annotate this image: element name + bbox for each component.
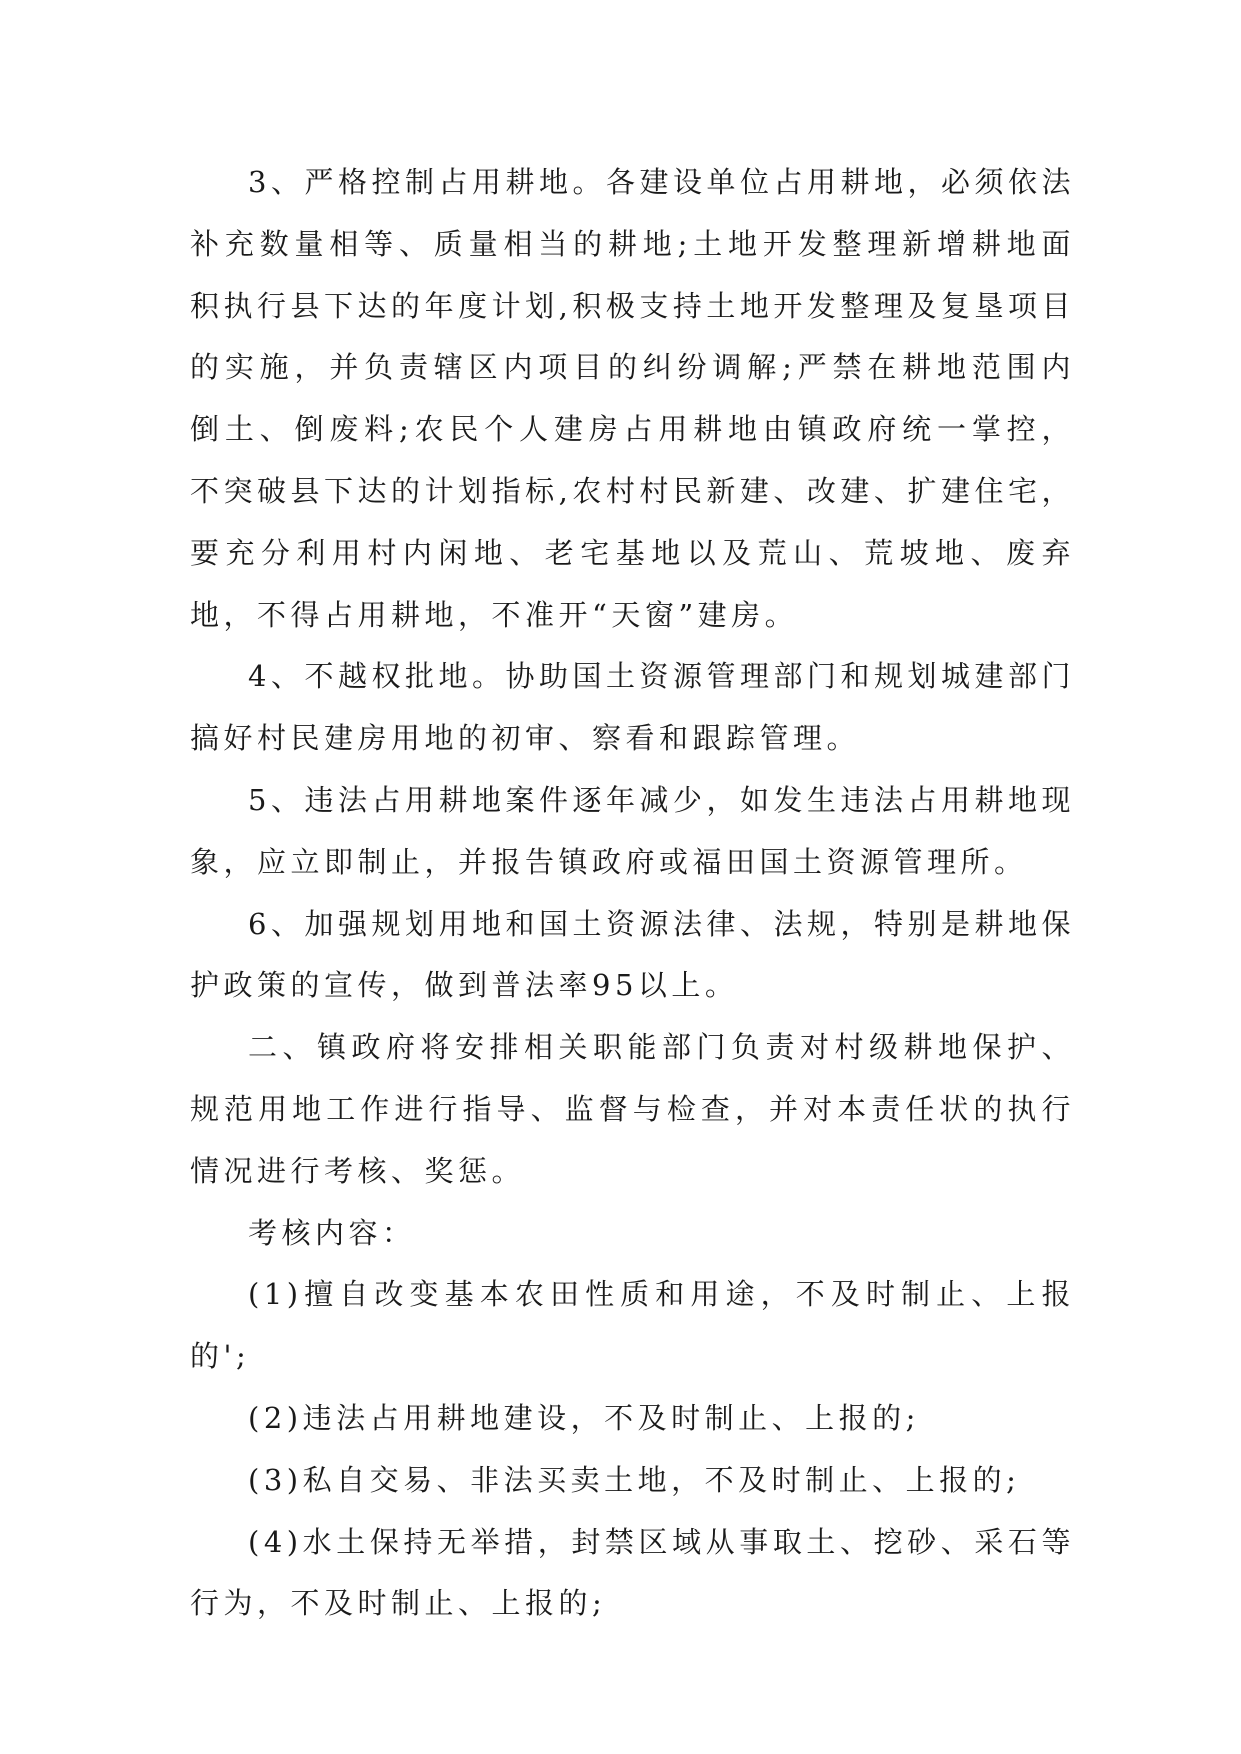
assessment-item-3: (3)私自交易、非法买卖土地，不及时制止、上报的; [248, 1462, 1021, 1497]
assessment-item-2: (2)违法占用耕地建设，不及时制止、上报的; [248, 1400, 920, 1435]
document-body [190, 152, 1075, 1635]
paragraph-section-2: 二、镇政府将安排相关职能部门负责对村级耕地保护、规范用地工作进行指导、监督与检查，并对本责任状的执行情况进行考核、奖惩。 [190, 1030, 1075, 1188]
assessment-item-1: (1)擅自改变基本农田性质和用途，不及时制止、上报的'; [190, 1277, 1075, 1374]
paragraph-item-6: 6、加强规划用地和国土资源法律、法规，特别是耕地保护政策的宣传，做到普法率95以上。 [190, 906, 1075, 1003]
assessment-item-4: (4)水土保持无举措，封禁区域从事取土、挖砂、采石等行为，不及时制止、上报的; [190, 1524, 1075, 1621]
paragraph-item-4: 4、不越权批地。协助国土资源管理部门和规划城建部门搞好村民建房用地的初审、察看和跟踪管理。 [190, 659, 1075, 756]
paragraph-item-5: 5、违法占用耕地案件逐年减少，如发生违法占用耕地现象，应立即制止，并报告镇政府或福田国土资源管理所。 [190, 782, 1075, 879]
paragraph-item-3: 3、严格控制占用耕地。各建设单位占用耕地，必须依法补充数量相等、质量相当的耕地;土地开发整理新增耕地面积执行县下达的年度计划,积极支持土地开发整理及复垦项目的实施，并负责辖区内项目的纠纷调解;严禁在耕地范围内倒土、倒废料;农民个人建房占用耕地由镇政府统一掌控，不突破县下达的计划指标,农村村民新建、改建、扩建住宅，要充分利用村内闲地、老宅基地以及荒山、荒坡地、废弃地，不得占用耕地，不准开“天窗”建房。 [190, 165, 1075, 632]
assessment-heading: 考核内容： [248, 1215, 416, 1250]
